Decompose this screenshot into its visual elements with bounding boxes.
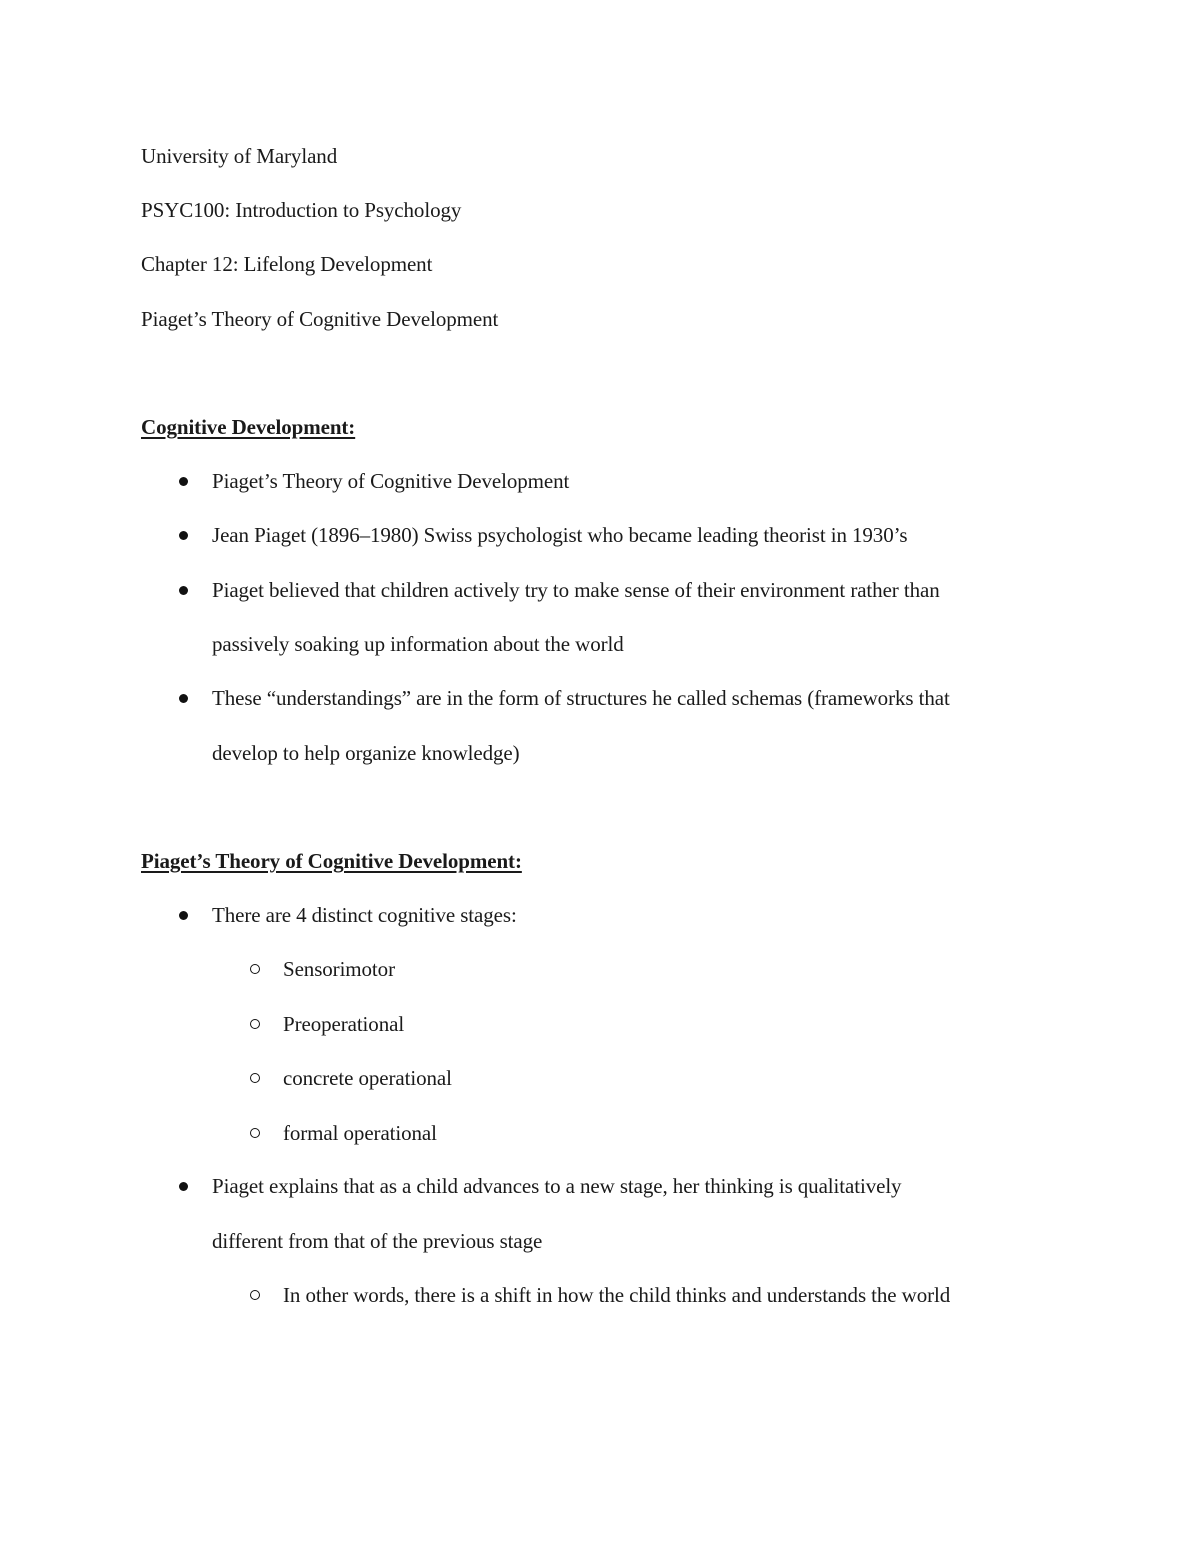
sub-list-item: Preoperational bbox=[283, 1012, 405, 1036]
bullet-dot-icon bbox=[179, 1182, 188, 1191]
section-heading-piaget-theory: Piaget’s Theory of Cognitive Development: bbox=[141, 849, 522, 873]
list-item-continuation: develop to help organize knowledge) bbox=[212, 741, 520, 765]
bullet-circle-icon bbox=[250, 1019, 260, 1029]
bullet-dot-icon bbox=[179, 694, 188, 703]
list-item: Piaget explains that as a child advances to a new stage, her thinking is qualitatively bbox=[212, 1174, 902, 1198]
sub-list-item: Sensorimotor bbox=[283, 957, 395, 981]
list-item-continuation: different from that of the previous stage bbox=[212, 1229, 543, 1253]
list-item: Jean Piaget (1896–1980) Swiss psychologist who became leading theorist in 1930’s bbox=[212, 523, 908, 547]
bullet-dot-icon bbox=[179, 911, 188, 920]
bullet-circle-icon bbox=[250, 964, 260, 974]
list-item: These “understandings” are in the form of structures he called schemas (frameworks that bbox=[212, 686, 950, 710]
bullet-dot-icon bbox=[179, 586, 188, 595]
bullet-circle-icon bbox=[250, 1128, 260, 1138]
sub-list-item: formal operational bbox=[283, 1121, 437, 1145]
bullet-circle-icon bbox=[250, 1073, 260, 1083]
sub-list-item: concrete operational bbox=[283, 1066, 452, 1090]
course-title: PSYC100: Introduction to Psychology bbox=[141, 198, 462, 222]
bullet-dot-icon bbox=[179, 531, 188, 540]
bullet-circle-icon bbox=[250, 1290, 260, 1300]
list-item-continuation: passively soaking up information about the world bbox=[212, 632, 624, 656]
university-name: University of Maryland bbox=[141, 144, 338, 168]
list-item: Piaget’s Theory of Cognitive Development bbox=[212, 469, 570, 493]
chapter-title: Chapter 12: Lifelong Development bbox=[141, 252, 433, 276]
topic-title: Piaget’s Theory of Cognitive Development bbox=[141, 307, 499, 331]
sub-list-item: In other words, there is a shift in how the child thinks and understands the world bbox=[283, 1283, 951, 1307]
list-item: There are 4 distinct cognitive stages: bbox=[212, 903, 517, 927]
bullet-dot-icon bbox=[179, 477, 188, 486]
list-item: Piaget believed that children actively try to make sense of their environment rather than bbox=[212, 578, 940, 602]
section-heading-cognitive-development: Cognitive Development: bbox=[141, 415, 356, 439]
